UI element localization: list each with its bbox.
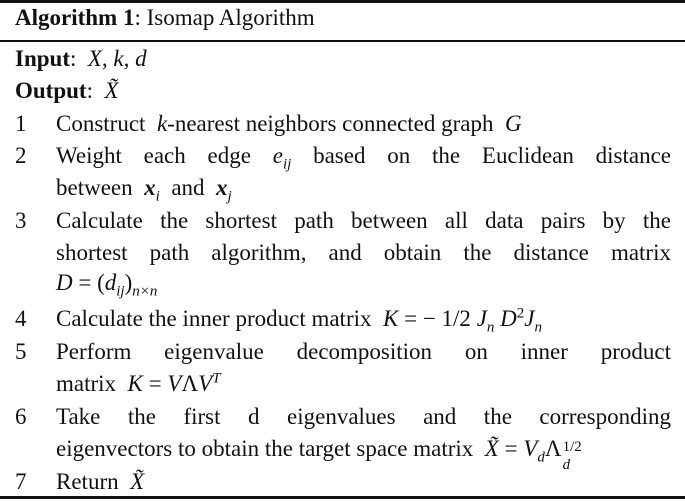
top-rule: [0, 0, 685, 3]
input-value: X, k, d: [87, 46, 147, 71]
algorithm-label: Algorithm 1: [15, 5, 135, 30]
step-number-6: 6: [15, 404, 27, 429]
step-number-1: 1: [15, 111, 27, 136]
step-number-2: 2: [15, 143, 27, 168]
output-line: Output: X̃: [15, 78, 119, 103]
header-rule: [0, 40, 685, 42]
output-label: Output: [15, 78, 87, 103]
step-number-3: 3: [15, 208, 27, 233]
output-value: X̃: [104, 78, 119, 103]
step-3-line-3: $D = (d_{ij})_{n\times n}$: [56, 270, 158, 300]
input-label: Input: [15, 46, 70, 71]
input-line: Input: X, k, d: [15, 46, 147, 71]
bottom-rule: [0, 496, 685, 499]
step-number-7: 7: [15, 469, 27, 494]
step-number-4: 4: [15, 306, 27, 331]
step-5-line-1: Perform eigenvalue decomposition on inner product: [56, 339, 671, 364]
step-3-line-2: shortest path algorithm, and obtain the distance matrix: [56, 240, 671, 265]
step-2-line-1: Weight each edge $e_{ij}$ based on the Euclidean distance: [56, 143, 671, 173]
step-5-line-2: matrix $K = V\Lambda V^T$: [56, 370, 221, 396]
step-7: Return X̃: [56, 469, 145, 494]
step-6-line-1: Take the first d eigenvalues and the corresponding: [56, 404, 671, 429]
step-2-line-2: between $x_i$ and $x_j$: [56, 175, 232, 205]
step-4: Calculate the inner product matrix K = − 1/2 $J_n$ $D^2J_n$: [56, 305, 542, 336]
step-3-line-1: Calculate the shortest path between all data pairs by the: [56, 208, 671, 233]
step-6-line-2: eigenvectors to obtain the target space matrix X̃ = $V_d\Lambda$ 1/2 d: [56, 436, 582, 473]
step-1: Construct k-nearest neighbors connected graph G: [56, 111, 522, 136]
algorithm-title: [15, 5, 315, 31]
algorithm-name: Isomap Algorithm: [146, 5, 315, 30]
title-separator: :: [134, 5, 147, 30]
step-number-5: 5: [15, 339, 27, 364]
